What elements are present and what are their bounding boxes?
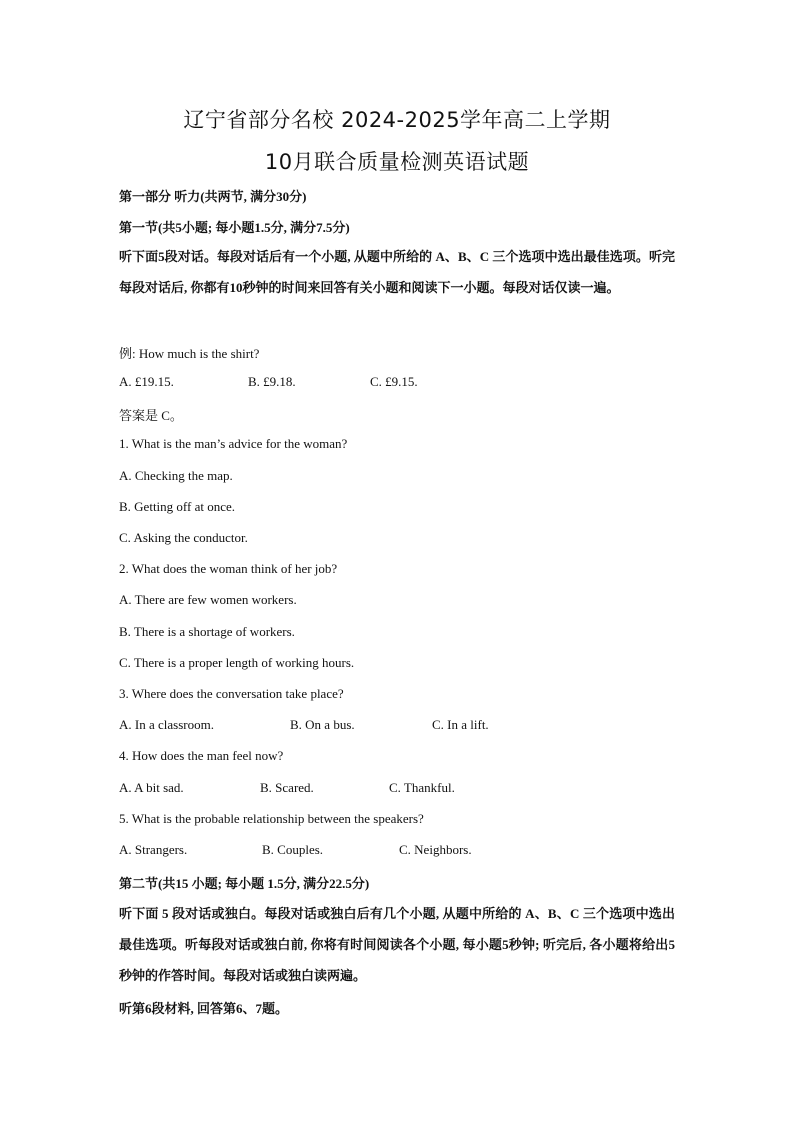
question-1-option-b: B. Getting off at once. [119,499,236,514]
question-2-option-c: C. There is a proper length of working hours. [119,655,355,670]
question-1-option-c: C. Asking the conductor. [119,530,248,545]
section1-heading: 第一节(共5小题; 每小题1.5分, 满分7.5分) [119,220,350,235]
section1-instructions: 听下面5段对话。每段对话后有一个小题, 从题中所给的 A、B、C 三个选项中选出最佳选项。听完每段对话后, 你都有10秒钟的时间来回答有关小题和阅读下一小题。每段对话仅读一遍。 [119,249,675,295]
question-5-option-a: A. Strangers. [119,842,188,857]
document-title-line2: 10月联合质量检测英语试题 [264,150,530,174]
question-3-option-c: C. In a lift. [432,717,489,732]
question-4-option-a: A. A bit sad. [119,780,184,795]
question-4-option-b: B. Scared. [260,780,314,795]
section2-instructions: 听下面 5 段对话或独白。每段对话或独白后有几个小题, 从题中所给的 A、B、C 三个选项中选出最佳选项。听每段对话或独白前, 你将有时间阅读各个小题, 每小题5秒钟; 听完后, 各小题将给出5秒钟的作答时间。每段对话或独白读两遍。 [119,906,675,983]
section2-heading: 第二节(共15 小题; 每小题 1.5分, 满分22.5分) [119,876,370,891]
question-4-option-c: C. Thankful. [389,780,455,795]
question-1-option-a: A. Checking the map. [119,468,233,483]
example-question: 例: How much is the shirt? [119,346,260,361]
question-2-option-b: B. There is a shortage of workers. [119,624,295,639]
question-5-option-c: C. Neighbors. [399,842,472,857]
question-1-stem: 1. What is the man’s advice for the woman? [119,436,348,451]
example-option-b: B. £9.18. [248,374,296,389]
document-title-line1: 辽宁省部分名校 2024-2025学年高二上学期 [183,108,611,132]
part1-heading: 第一部分 听力(共两节, 满分30分) [119,189,307,204]
question-5-stem: 5. What is the probable relationship between the speakers? [119,811,424,826]
question-2-stem: 2. What does the woman think of her job? [119,561,338,576]
question-5-option-b: B. Couples. [262,842,324,857]
passage-6-heading: 听第6段材料, 回答第6、7题。 [119,1001,289,1016]
example-option-c: C. £9.15. [370,374,418,389]
example-option-a: A. £19.15. [119,374,174,389]
question-3-option-a: A. In a classroom. [119,717,214,732]
question-4-stem: 4. How does the man feel now? [119,748,284,763]
question-3-option-b: B. On a bus. [290,717,355,732]
question-2-option-a: A. There are few women workers. [119,592,297,607]
example-answer: 答案是 C。 [119,408,183,423]
question-3-stem: 3. Where does the conversation take place? [119,686,344,701]
